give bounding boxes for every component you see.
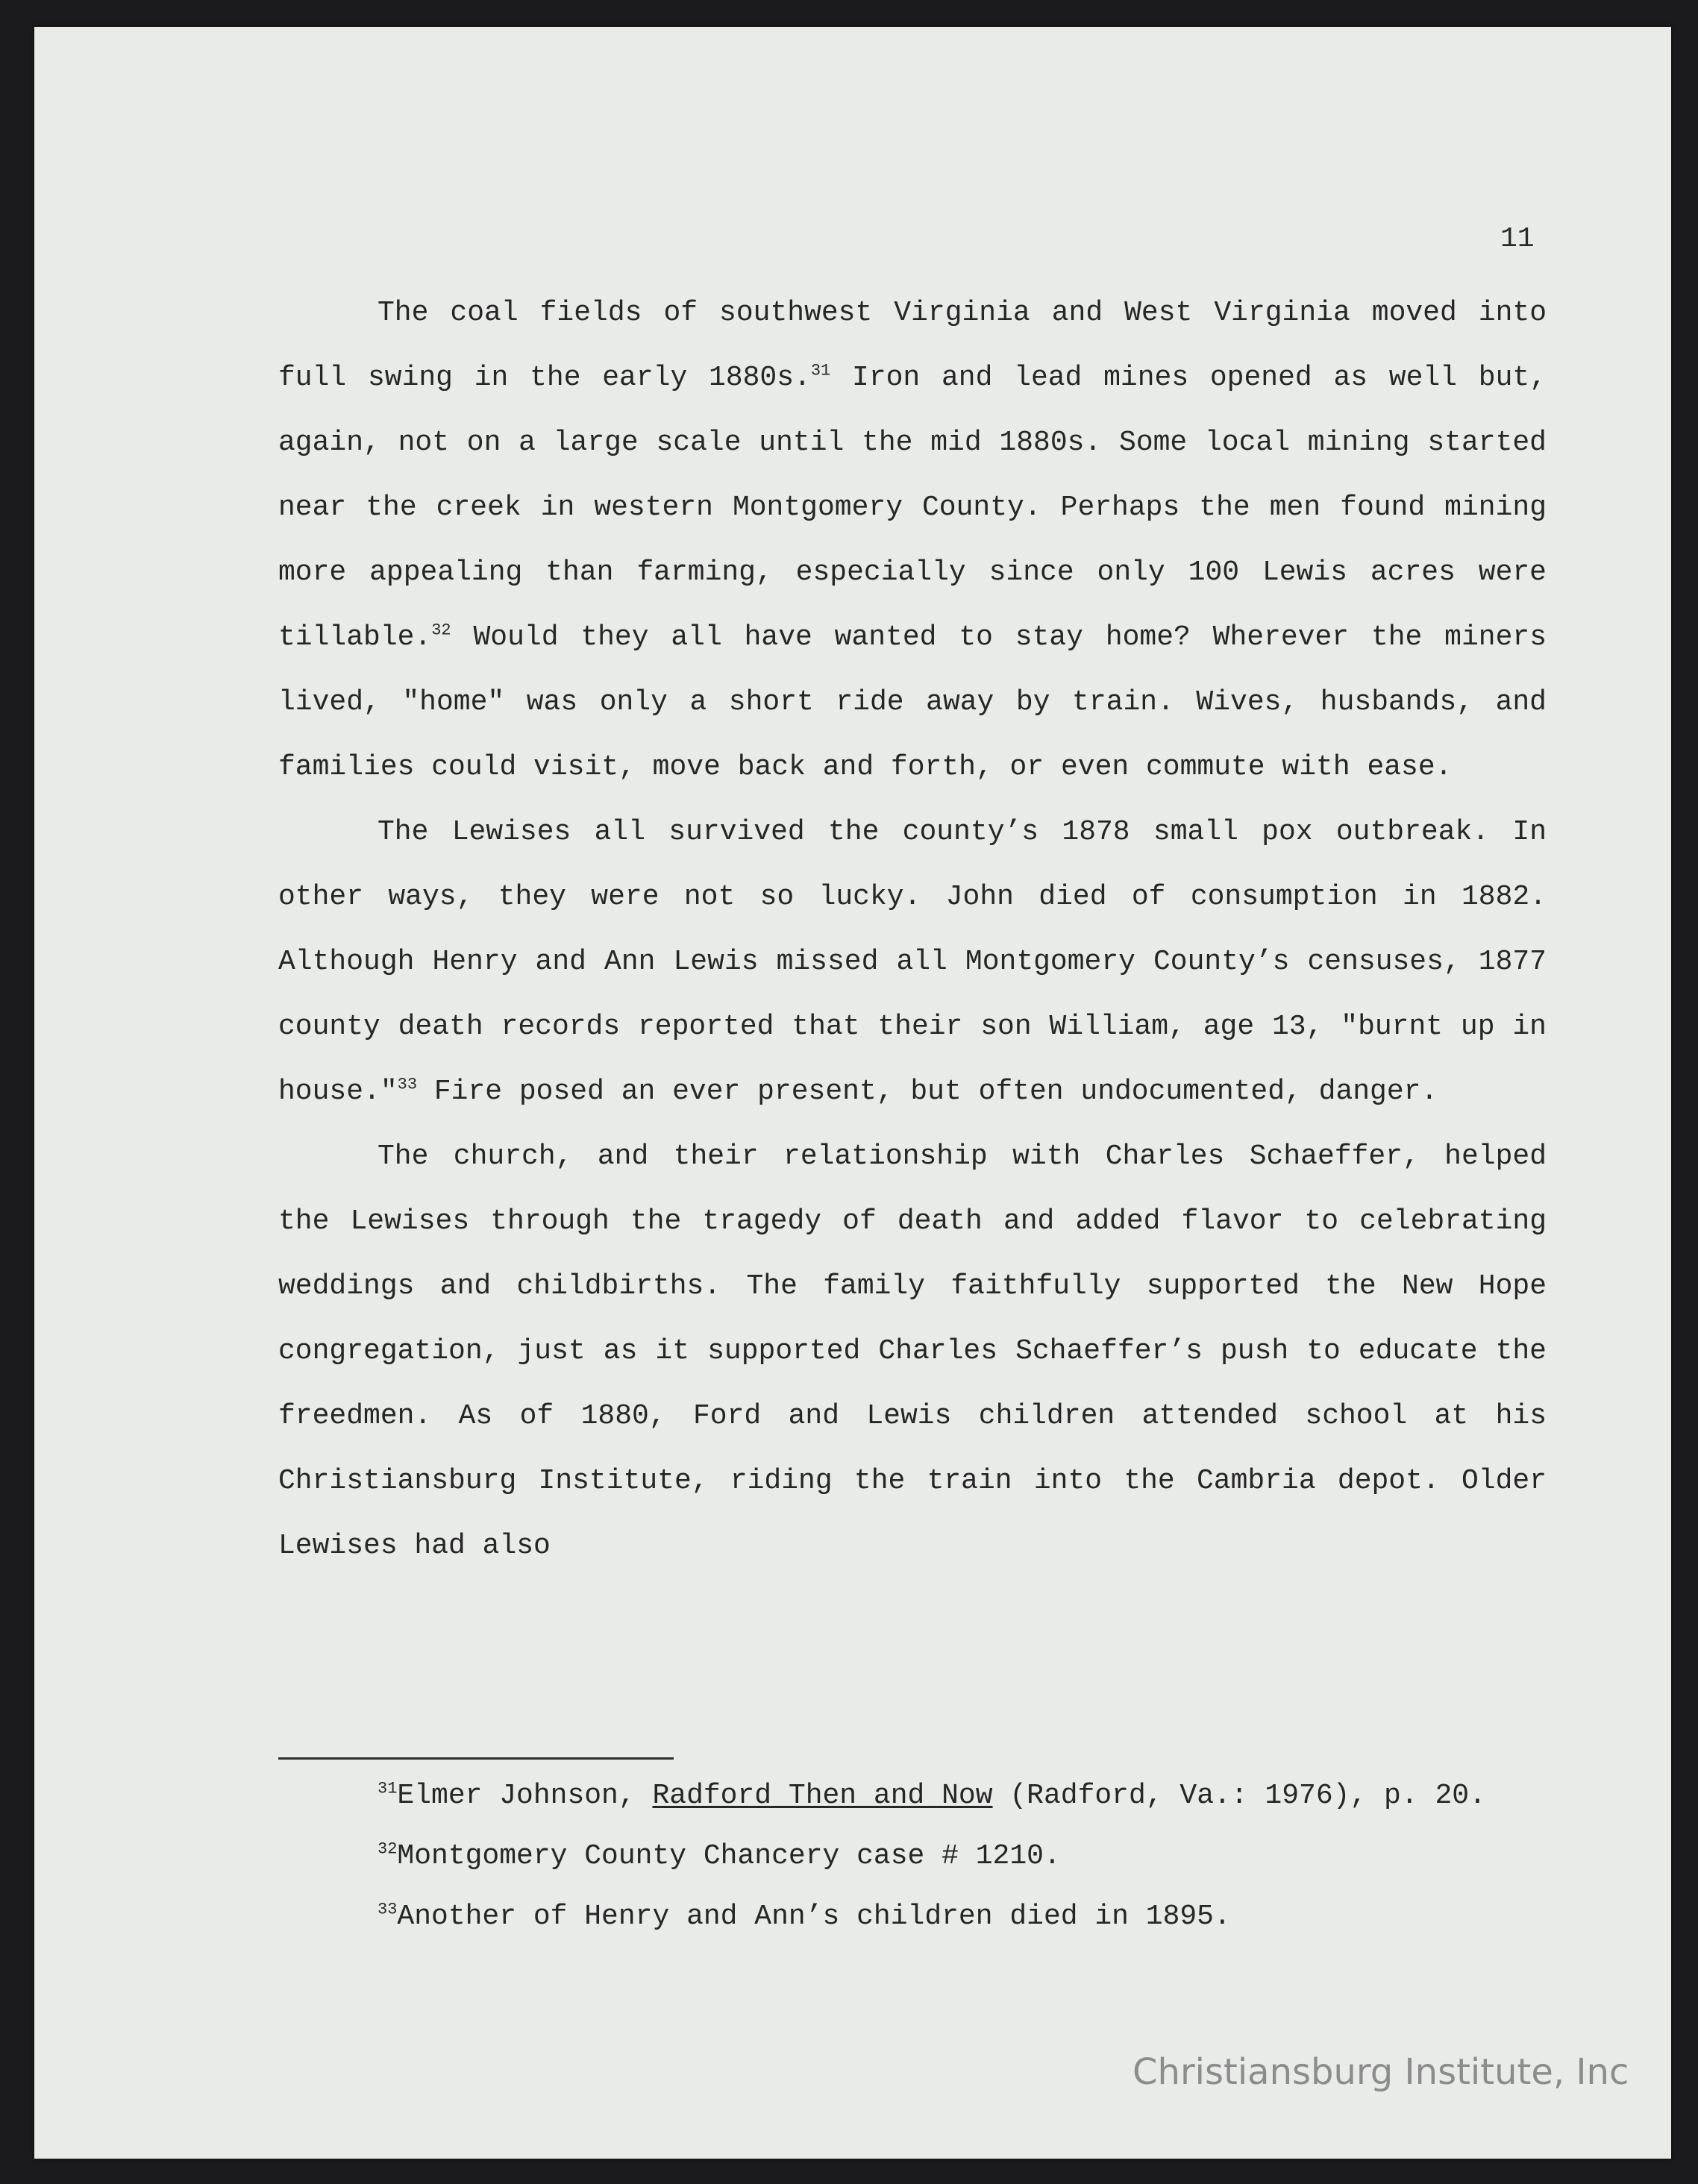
footnote-number: 33	[377, 1900, 398, 1919]
footnote-number: 32	[377, 1839, 398, 1859]
page-number: 11	[1500, 223, 1535, 255]
paragraph-text: Fire posed an ever present, but often undocumented, danger.	[417, 1076, 1438, 1108]
paragraph-text: Would they all have wanted to stay home? Wherever the miners lived, "home" was only a short ride away by train. Wives, husbands, and families could visit, move back and forth, or even commute with ease.	[278, 621, 1547, 783]
paragraph-text: The Lewises all survived the county’s 1878 small pox outbreak. In other ways, they were not so lucky. John died of consumption in 1882. Although Henry and Ann Lewis missed all Montgomery County’s censuses, 1877 county death records reported that their son William, age 13, "burnt up in house."	[278, 816, 1547, 1108]
footnote-ref: 31	[810, 361, 831, 380]
footnote-text: Elmer Johnson,	[397, 1780, 653, 1812]
body-text	[278, 280, 1547, 1578]
paragraph	[278, 280, 1547, 800]
book-title: Radford Then and Now	[652, 1780, 993, 1812]
footnote-text: Montgomery County Chancery case # 1210.	[397, 1840, 1061, 1872]
footnote-text: (Radford, Va.: 1976), p. 20.	[992, 1780, 1486, 1812]
footnote-ref: 33	[397, 1075, 418, 1094]
footnote-text: Another of Henry and Ann’s children died in 1895.	[397, 1901, 1231, 1933]
footnote	[278, 1899, 1547, 1934]
footnote-divider	[278, 1757, 674, 1760]
paragraph-text: The coal fields of southwest Virginia and West Virginia moved into full swing in the early 1880s.	[278, 297, 1547, 394]
paragraph-text: Iron and lead mines opened as well but, again, not on a large scale until the mid 1880s. Some local mining started near the creek in western Montgomery County. Perhaps the men found mining more appealing than farming, especially since only 100 Lewis acres were tillable.	[278, 362, 1547, 653]
footnote-ref: 32	[431, 621, 451, 640]
footnotes	[278, 1778, 1547, 1959]
footnote	[278, 1839, 1547, 1874]
watermark: Christiansburg Institute, Inc	[1132, 2051, 1629, 2093]
paragraph-text: The church, and their relationship with Charles Schaeffer, helped the Lewises through the tragedy of death and added flavor to celebrating weddings and childbirths. The family faithfully supported the New Hope congregation, just as it supported Charles Schaeffer’s push to educate the freedmen. As of 1880, Ford and Lewis children attended school at his Christiansburg Institute, riding the train into the Cambria depot. Older Lewises had also	[278, 1140, 1547, 1562]
document-page	[34, 27, 1671, 2159]
footnote	[278, 1778, 1547, 1813]
paragraph	[278, 1124, 1547, 1578]
paragraph	[278, 800, 1547, 1124]
footnote-number: 31	[377, 1779, 398, 1798]
